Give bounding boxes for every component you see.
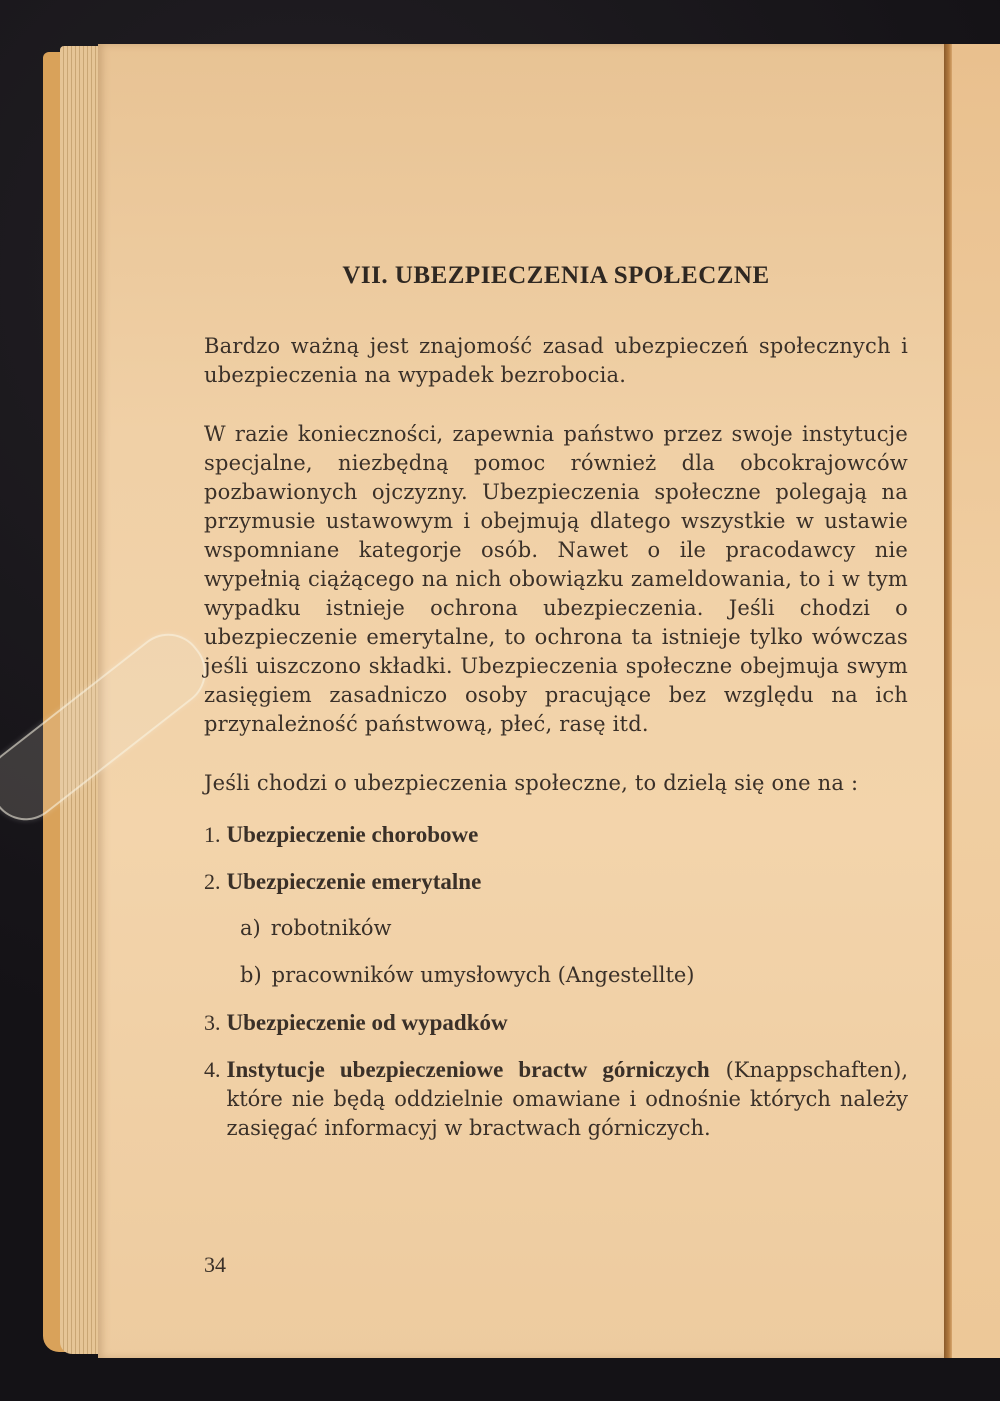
list-number: 2. [204, 869, 221, 894]
book-gutter [944, 44, 952, 1358]
list-number: 3. [204, 1010, 221, 1035]
page-number: 34 [204, 1252, 226, 1277]
paragraph: W razie konieczności, zapewnia państwo przez swoje instytucje specjalne, niezbędną pomoc również dla obcokrajowców pozbawionych ojczyzny. Ubezpieczenia społeczne polegają na przymusie ustawowym i obejmują dlatego wszystkie w ustawie wspomniane kategorje osób. Nawet o ile pracodawcy nie wypełnią ciążącego na nich obowiązku zameldowania, to i w tym wypadku istnieje ochrona ubezpieczenia. Jeśli chodzi o ubezpieczenie emerytalne, to ochrona ta istnieje tylko wówczas jeśli uiszczono składki. Ubezpieczenia społeczne obejmuja swym zasięgiem zasadniczo osoby pracujące bez względu na ich przynależność państwową, płeć, rasę itd. [204, 422, 908, 736]
list-title: Ubezpieczenie emerytalne [226, 869, 482, 894]
list-item-body [227, 1055, 909, 1143]
sub-list-text: robotników [270, 916, 392, 940]
sub-list-text: pracowników umysłowych (Angestellte) [271, 963, 695, 987]
list-item [204, 1008, 908, 1037]
list-title: Ubezpieczenie chorobowe [226, 822, 479, 847]
sub-list-item [240, 961, 908, 990]
list-item-text: (Knappschaften), które nie będą oddzielnie omawiane i odnośnie których należy zasięgać informacyj w bractwach górniczych. [226, 1058, 908, 1140]
chapter-title: VII. UBEZPIECZENIA SPOŁECZNE [342, 262, 770, 289]
page-text [204, 262, 908, 1161]
sub-list-letter: b) [240, 963, 262, 987]
list-title: Ubezpieczenie od wypadków [226, 1010, 508, 1035]
list-item [204, 1055, 908, 1143]
list-number: 1. [204, 822, 221, 847]
list-item [204, 820, 908, 849]
paragraph: Jeśli chodzi o ubezpieczenia społeczne, to dzielą się one na : [204, 771, 859, 795]
paragraph: Bardzo ważną jest znajomość zasad ubezpieczeń społecznych i ubezpieczenia na wypadek bezrobocia. [204, 334, 908, 387]
list-title: Instytucje ubezpieczeniowe bractw górniczych [226, 1057, 710, 1082]
list-number: 4. [204, 1057, 221, 1082]
sub-list-item [240, 914, 908, 943]
sub-list-letter: a) [240, 916, 261, 940]
facing-page-edge [952, 44, 1000, 1358]
list-item [204, 867, 908, 896]
